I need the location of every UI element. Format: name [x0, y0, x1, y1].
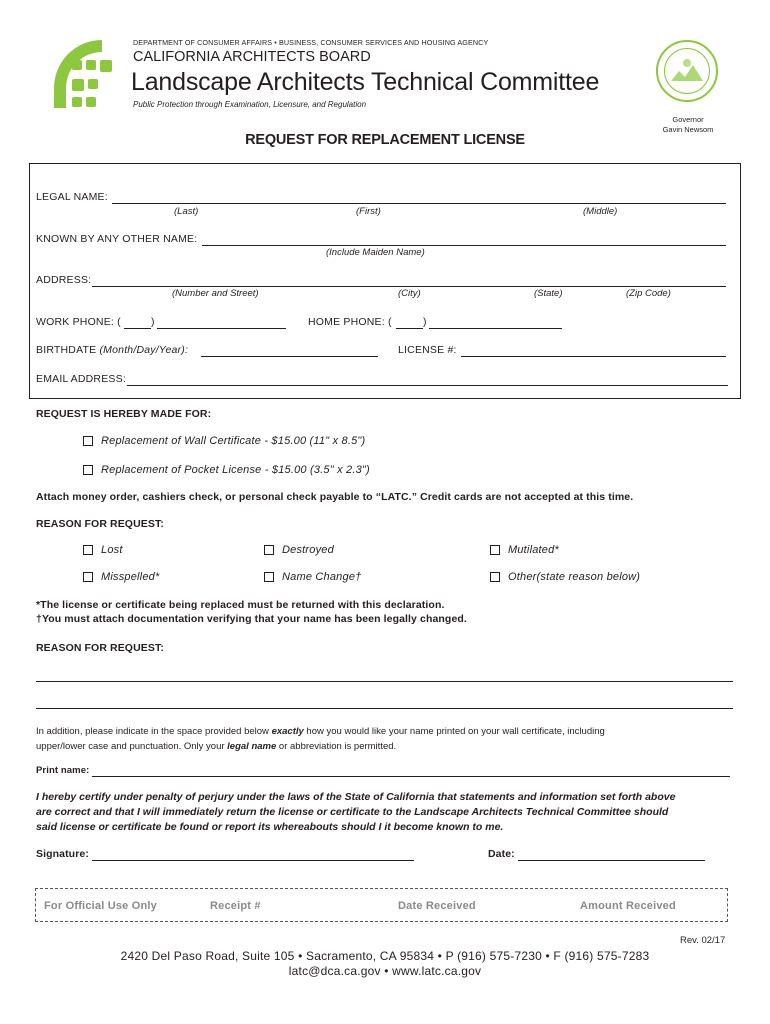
name-change-checkbox[interactable] — [264, 572, 274, 582]
emphasis-exactly: exactly — [271, 726, 304, 737]
work-phone-field[interactable] — [157, 328, 286, 329]
lost-option: Lost — [101, 544, 123, 556]
name-change-option: Name Change† — [282, 571, 362, 583]
birthdate-field[interactable] — [201, 356, 378, 357]
license-label: LICENSE #: — [398, 344, 457, 356]
misspelled-option: Misspelled* — [101, 571, 160, 583]
print-instructions: In addition, please indicate in the space provided below exactly how you would like your name printed on your wall certificate, including upper/lower case and punctuation. Only your legal name or abbreviation is permitted. — [36, 726, 605, 752]
return-note: *The license or certificate being replaced must be returned with this declaration. — [36, 599, 445, 611]
other-reason-checkbox[interactable] — [490, 572, 500, 582]
legal-name-field[interactable] — [112, 203, 726, 204]
print-name-field[interactable] — [92, 776, 730, 777]
mutilated-checkbox[interactable] — [490, 545, 500, 555]
work-phone-label: WORK PHONE: ( — [36, 316, 121, 328]
reason-heading: REASON FOR REQUEST: — [36, 518, 164, 530]
lost-checkbox[interactable] — [83, 545, 93, 555]
wall-certificate-option: Replacement of Wall Certificate - $15.00 (11" x 8.5") — [101, 435, 366, 447]
board-name: CALIFORNIA ARCHITECTS BOARD — [133, 49, 371, 65]
receipt-label: Receipt # — [210, 900, 261, 912]
committee-name: Landscape Architects Technical Committee — [131, 68, 600, 96]
home-phone-label: HOME PHONE: ( — [308, 316, 392, 328]
state-caption: (State) — [534, 288, 563, 299]
reason-heading-2: REASON FOR REQUEST: — [36, 642, 164, 654]
department-line: DEPARTMENT OF CONSUMER AFFAIRS • BUSINESS, CONSUMER SERVICES AND HOUSING AGENCY — [133, 38, 489, 47]
birthdate-label: BIRTHDATE (Month/Day/Year): — [36, 344, 189, 356]
governor-name: Gavin Newsom — [662, 125, 714, 134]
payment-note: Attach money order, cashiers check, or personal check payable to “LATC.” Credit cards are not accepted at this time. — [36, 491, 634, 503]
state-seal-icon — [656, 40, 718, 102]
address-field[interactable] — [92, 286, 726, 287]
other-reason-option: Other(state reason below) — [508, 571, 641, 583]
home-phone-paren: ) — [423, 316, 427, 328]
dca-logo-icon — [52, 38, 127, 113]
pocket-license-option: Replacement of Pocket License - $15.00 (3.5" x 2.3") — [101, 464, 370, 476]
footer-address: 2420 Del Paso Road, Suite 105 • Sacramento, CA 95834 • P (916) 575-7230 • F (916) 575-7283 — [120, 949, 650, 963]
revision-label: Rev. 02/17 — [680, 935, 726, 946]
other-name-label: KNOWN BY ANY OTHER NAME: — [36, 233, 198, 245]
street-caption: (Number and Street) — [172, 288, 259, 299]
emphasis-legal-name: legal name — [227, 740, 277, 752]
pocket-license-checkbox[interactable] — [83, 465, 93, 475]
request-heading: REQUEST IS HEREBY MADE FOR: — [36, 408, 212, 420]
print-name-label: Print name: — [36, 765, 90, 776]
official-use-label: For Official Use Only — [44, 900, 158, 912]
work-phone-area-field[interactable] — [124, 328, 151, 329]
form-title: REQUEST FOR REPLACEMENT LICENSE — [245, 132, 525, 148]
tagline: Public Protection through Examination, Licensure, and Regulation — [133, 100, 367, 109]
footer-contact: latc@dca.ca.gov • www.latc.ca.gov — [288, 964, 482, 978]
certification-text: I hereby certify under penalty of perjury under the laws of the State of California that statements and information set forth above are correct and that I will immediately return the license or certificate to the Landscape Architects Technical Committee should said license or certificate be found or report its whereabouts should I it become known to me. — [36, 791, 676, 833]
zip-caption: (Zip Code) — [626, 288, 671, 299]
email-field[interactable] — [127, 385, 728, 386]
applicant-info-box — [29, 163, 741, 399]
maiden-name-caption: (Include Maiden Name) — [326, 247, 425, 258]
misspelled-checkbox[interactable] — [83, 572, 93, 582]
legal-name-label: LEGAL NAME: — [36, 191, 108, 203]
birthdate-format: (Month/Day/Year): — [99, 344, 189, 356]
city-caption: (City) — [398, 288, 421, 299]
destroyed-option: Destroyed — [282, 544, 334, 556]
destroyed-checkbox[interactable] — [264, 545, 274, 555]
signature-field[interactable] — [92, 860, 414, 861]
signature-label: Signature: — [36, 848, 89, 860]
middle-name-caption: (Middle) — [583, 206, 618, 217]
date-label: Date: — [488, 848, 515, 860]
mutilated-option: Mutilated* — [508, 544, 559, 556]
reason-line-2[interactable] — [36, 708, 733, 709]
home-phone-area-field[interactable] — [396, 328, 423, 329]
last-name-caption: (Last) — [174, 206, 199, 217]
address-label: ADDRESS: — [36, 274, 92, 286]
amount-received-label: Amount Received — [580, 900, 676, 912]
work-phone-paren: ) — [151, 316, 155, 328]
reason-line-1[interactable] — [36, 681, 733, 682]
other-name-field[interactable] — [202, 245, 726, 246]
date-field[interactable] — [518, 860, 705, 861]
date-received-label: Date Received — [398, 900, 476, 912]
wall-certificate-checkbox[interactable] — [83, 436, 93, 446]
home-phone-field[interactable] — [429, 328, 562, 329]
governor-title: Governor — [672, 115, 704, 124]
license-number-field[interactable] — [461, 356, 726, 357]
first-name-caption: (First) — [356, 206, 381, 217]
name-change-note: †You must attach documentation verifying that your name has been legally changed. — [36, 613, 467, 625]
email-label: EMAIL ADDRESS: — [36, 373, 126, 385]
